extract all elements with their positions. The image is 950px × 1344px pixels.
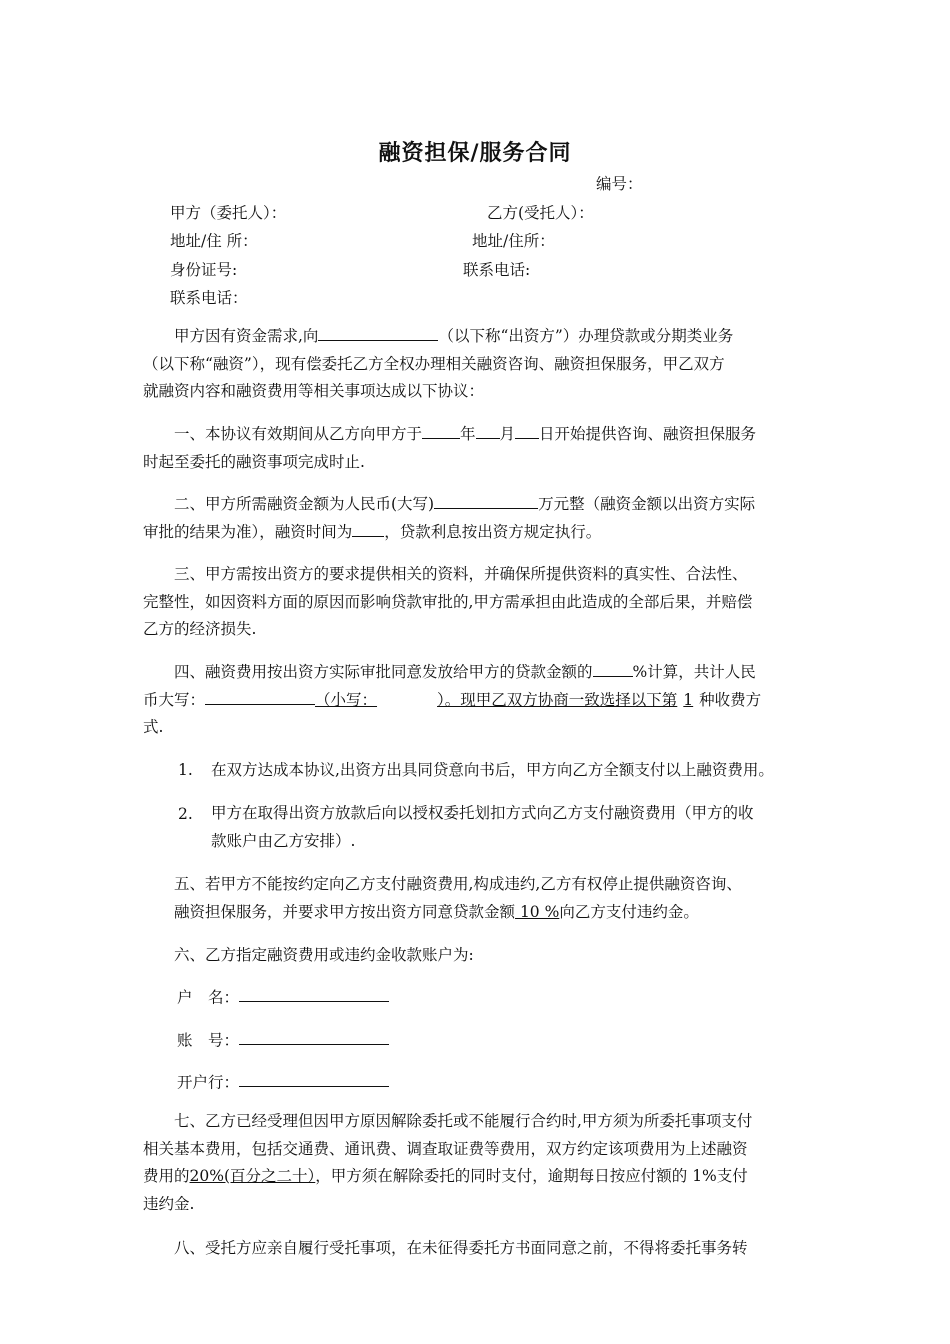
basic-fee-rate: 20%(百分之二十）	[189, 1167, 316, 1185]
clause-2-text-a: 二、甲方所需融资金额为人民币(大写)	[174, 495, 435, 513]
clause-7-text-a: 费用的	[143, 1167, 190, 1185]
clause-5-line-1: 五、若甲方不能按约定向乙方支付融资费用,构成违约,乙方有权停止提供融资咨询、	[174, 875, 742, 893]
clause-4-text-f: 种收费方	[699, 690, 762, 709]
clause-7-text-b: ，甲方须在解除委托的同时支付，逾期每日按应付额的 1%支付	[315, 1167, 748, 1185]
penalty-rate: 10 %	[515, 902, 560, 921]
intro-line-3: 就融资内容和融资费用等相关事项达成以下协议：	[143, 382, 485, 400]
party-a-id-label: 身份证号:	[170, 261, 238, 279]
fee-option-choice: 1	[683, 690, 694, 709]
clause-1	[143, 421, 811, 476]
option-2-line-2: 款账户由乙方安排）.	[211, 831, 356, 850]
clause-4	[143, 659, 811, 742]
account-number-row	[177, 1028, 389, 1050]
clause-4-text-b: %计算，共计人民	[632, 663, 756, 681]
option-1-line-1: 在双方达成本协议,出资方出具同贷意向书后，甲方向乙方全额支付以上融资费用。	[211, 761, 774, 779]
option-2-number: 2.	[178, 805, 193, 823]
term-blank	[352, 519, 384, 536]
clause-8	[143, 1235, 811, 1263]
party-a-label: 甲方（委托人）：	[170, 204, 287, 222]
clause-4-text-e: ）。现甲乙双方协商一致选择以下第	[437, 690, 678, 709]
intro-line-1b: （以下称“出资方”）办理贷款或分期类业务	[438, 327, 734, 345]
clause-7-line-2: 相关基本费用，包括交通费、通讯费、调查取证费等费用，双方约定该项费用为上述融资	[143, 1139, 748, 1158]
clause-1-text-d: 日开始提供咨询、融资担保服务	[539, 425, 757, 443]
clause-5-text-b: 向乙方支付违约金。	[559, 902, 699, 921]
clause-3	[143, 561, 811, 644]
year-label: 年	[460, 425, 476, 443]
month-label: 月	[499, 425, 516, 443]
option-1-number: 1.	[178, 761, 193, 779]
account-number-field[interactable]	[239, 1028, 389, 1045]
year-blank	[422, 422, 460, 439]
party-b-label: 乙方(受托人）：	[487, 204, 594, 222]
clause-7-line-1: 七、乙方已经受理但因甲方原因解除委托或不能履行合约时,甲方须为所委托事项支付	[174, 1112, 753, 1130]
clause-3-line-3: 乙方的经济损失.	[143, 620, 257, 638]
account-name-field[interactable]	[239, 985, 389, 1002]
bank-field[interactable]	[239, 1070, 389, 1087]
contract-number-label: 编号：	[596, 175, 643, 193]
option-2-line-1: 甲方在取得出资方放款后向以授权委托划扣方式向乙方支付融资费用（甲方的收	[211, 804, 754, 822]
option-2-text	[211, 800, 811, 855]
clause-1-line-2: 时起至委托的融资事项完成时止.	[143, 452, 365, 471]
clause-1-text-a: 一、本协议有效期间从乙方向甲方于	[174, 425, 423, 443]
bank-row	[177, 1070, 389, 1092]
clause-4-line-3: 式.	[143, 718, 164, 736]
clause-7-line-4: 违约金.	[143, 1194, 195, 1213]
clause-2-text-b: 万元整（融资金额以出资方实际	[538, 495, 756, 513]
intro-paragraph	[143, 323, 811, 406]
clause-3-line-1: 三、甲方需按出资方的要求提供相关的资料，并确保所提供资料的真实性、合法性、	[174, 565, 748, 583]
clause-4-text-a: 四、融资费用按出资方实际审批同意发放给甲方的贷款金额的	[174, 663, 593, 681]
fee-uppercase-blank	[205, 687, 315, 704]
account-number-label: 账 号：	[177, 1031, 240, 1050]
party-a-address-label: 地址/住 所：	[170, 232, 258, 250]
clause-2-text-d: ，贷款利息按出资方规定执行。	[384, 522, 602, 541]
party-a-phone-label: 联系电话：	[170, 289, 248, 307]
party-b-address-label: 地址/住所：	[472, 232, 555, 250]
clause-6-line-1: 六、乙方指定融资费用或违约金收款账户为:	[174, 946, 474, 964]
document-title: 融资担保/服务合同	[378, 141, 572, 166]
month-blank	[476, 422, 500, 439]
party-b-phone-label: 联系电话:	[463, 261, 531, 279]
amount-blank	[434, 492, 538, 509]
option-1-text	[211, 757, 821, 785]
clause-4-text-d: （小写：	[315, 690, 378, 709]
account-name-label: 户 名：	[177, 988, 240, 1007]
account-name-row	[177, 985, 389, 1007]
clause-2	[143, 491, 811, 546]
bank-label: 开户行：	[177, 1073, 240, 1092]
rate-blank	[593, 660, 633, 677]
lender-blank	[318, 324, 438, 341]
clause-7	[143, 1108, 811, 1218]
clause-8-line-1: 八、受托方应亲自履行受托事项，在未征得委托方书面同意之前，不得将委托事务转	[174, 1239, 748, 1257]
clause-4-text-c: 币大写：	[143, 690, 206, 709]
clause-2-text-c: 审批的结果为准），融资时间为	[143, 522, 353, 541]
clause-5	[143, 871, 811, 926]
intro-line-1a: 甲方因有资金需求,向	[174, 327, 319, 345]
clause-3-line-2: 完整性，如因资料方面的原因而影响贷款审批的,甲方需承担由此造成的全部后果，并赔偿	[143, 592, 753, 611]
day-blank	[515, 422, 539, 439]
intro-line-2: （以下称“融资”），现有偿委托乙方全权办理相关融资咨询、融资担保服务，甲乙双方	[143, 354, 725, 373]
clause-5-text-a: 融资担保服务，并要求甲方按出资方同意贷款金额	[174, 902, 516, 921]
